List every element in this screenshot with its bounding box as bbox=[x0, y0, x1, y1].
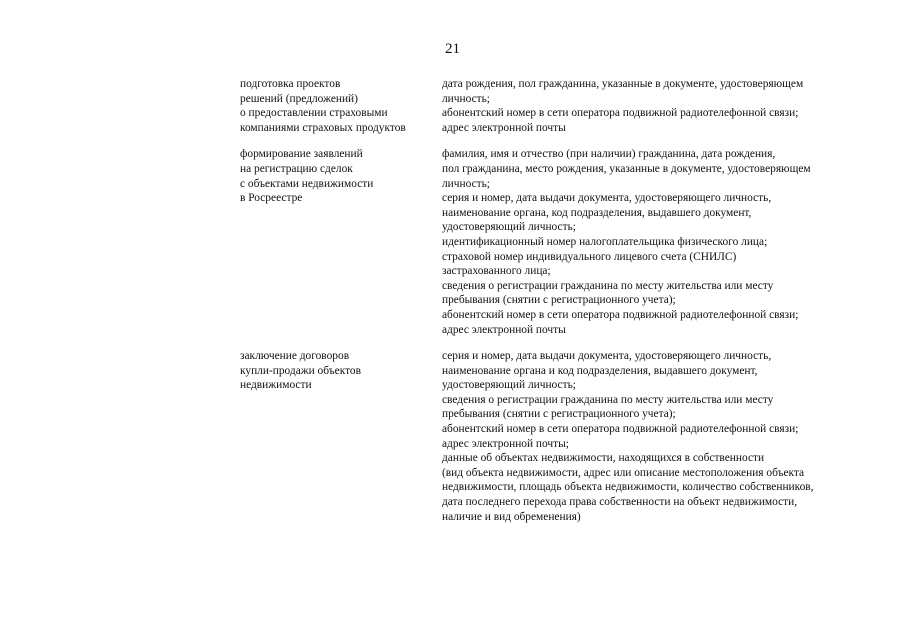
data-line: личность; bbox=[442, 92, 490, 105]
data-line: идентификационный номер налогоплательщика физического лица; bbox=[442, 235, 768, 248]
purpose-line: о предоставлении страховыми bbox=[240, 107, 388, 120]
data-line: дата рождения, пол гражданина, указанные в документе, удостоверяющем bbox=[442, 78, 804, 90]
document-table bbox=[240, 77, 880, 524]
data-cell bbox=[442, 349, 880, 524]
purpose-line: заключение договоров bbox=[240, 350, 350, 363]
data-line: (вид объекта недвижимости, адрес или описание местоположения объекта bbox=[442, 466, 805, 479]
data-line: адрес электронной почты; bbox=[442, 437, 569, 450]
data-line: сведения о регистрации гражданина по месту жительства или месту bbox=[442, 279, 774, 292]
purpose-line: подготовка проектов bbox=[240, 78, 341, 90]
data-line: наименование органа, код подразделения, выдавшего документ, bbox=[442, 206, 752, 219]
purpose-cell bbox=[240, 349, 442, 393]
data-line: абонентский номер в сети оператора подвижной радиотелефонной связи; bbox=[442, 423, 799, 436]
data-line: серия и номер, дата выдачи документа, удостоверяющего личность, bbox=[442, 192, 772, 205]
purpose-line: формирование заявлений bbox=[240, 148, 363, 161]
purpose-cell bbox=[240, 77, 442, 135]
data-cell bbox=[442, 77, 880, 135]
data-line: абонентский номер в сети оператора подвижной радиотелефонной связи; bbox=[442, 107, 799, 120]
purpose-line: недвижимости bbox=[240, 379, 312, 392]
data-line: застрахованного лица; bbox=[442, 265, 551, 278]
data-line: наличие и вид обременения) bbox=[442, 510, 581, 523]
purpose-line: решений (предложений) bbox=[240, 92, 358, 105]
purpose-cell bbox=[240, 147, 442, 205]
data-line: абонентский номер в сети оператора подвижной радиотелефонной связи; bbox=[442, 308, 799, 321]
data-line: удостоверяющий личность; bbox=[442, 379, 576, 392]
page-number: 21 bbox=[445, 41, 460, 57]
purpose-line: на регистрацию сделок bbox=[240, 162, 353, 175]
data-line: пребывания (снятии с регистрационного учета); bbox=[442, 408, 676, 421]
data-line: пребывания (снятии с регистрационного учета); bbox=[442, 294, 676, 307]
data-line: фамилия, имя и отчество (при наличии) гражданина, дата рождения, bbox=[442, 148, 776, 161]
purpose-line: с объектами недвижимости bbox=[240, 177, 374, 190]
data-cell bbox=[442, 147, 880, 337]
data-line: дата последнего перехода права собственности на объект недвижимости, bbox=[442, 496, 798, 509]
data-line: страховой номер индивидуального лицевого счета (СНИЛС) bbox=[442, 250, 737, 263]
table-row-insurance bbox=[240, 77, 880, 135]
table-row-real-estate-contracts bbox=[240, 349, 880, 524]
data-line: серия и номер, дата выдачи документа, удостоверяющего личность, bbox=[442, 350, 772, 363]
data-line: данные об объектах недвижимости, находящихся в собственности bbox=[442, 452, 765, 465]
data-line: пол гражданина, место рождения, указанные в документе, удостоверяющем bbox=[442, 162, 811, 175]
data-line: адрес электронной почты bbox=[442, 121, 566, 134]
purpose-line: в Росреестре bbox=[240, 192, 303, 205]
data-line: недвижимости, площадь объекта недвижимости, количество собственников, bbox=[442, 481, 814, 494]
purpose-line: компаниями страховых продуктов bbox=[240, 121, 406, 134]
data-line: личность; bbox=[442, 177, 490, 190]
purpose-line: купли-продажи объектов bbox=[240, 364, 361, 377]
data-line: сведения о регистрации гражданина по месту жительства или месту bbox=[442, 393, 774, 406]
table-row-rosreestr bbox=[240, 147, 880, 337]
data-line: удостоверяющий личность; bbox=[442, 221, 576, 234]
data-line: адрес электронной почты bbox=[442, 323, 566, 336]
data-line: наименование органа и код подразделения, выдавшего документ, bbox=[442, 364, 758, 377]
